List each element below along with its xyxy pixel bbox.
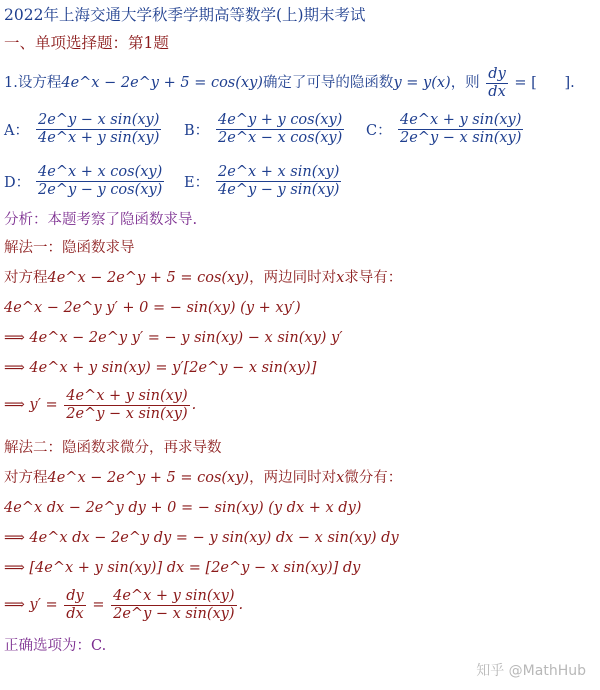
method2-step3: ⟹ [4e^x + y sin(xy)] dx = [2e^y − x sin(xy)] dy bbox=[4, 560, 361, 576]
method1-title: 解法一：隐函数求导 bbox=[4, 240, 135, 256]
method2-intro: 对方程4e^x − 2e^y + 5 = cos(xy)，两边同时对x微分有： bbox=[4, 470, 403, 486]
answer-text: 正确选项为：C. bbox=[4, 638, 107, 654]
question-derivative: $\frac{dy}{dx}$ bbox=[488, 66, 506, 100]
watermark: 知乎 @MathHub bbox=[476, 663, 586, 679]
method2-step2: ⟹ 4e^x dx − 2e^y dy = − y sin(xy) dx − x sin(xy) dy bbox=[4, 530, 399, 546]
method1-step2: ⟹ 4e^x − 2e^y y′ = − y sin(xy) − x sin(xy) y′ bbox=[4, 330, 343, 346]
method1-intro: 对方程4e^x − 2e^y + 5 = cos(xy)，两边同时对x求导有： bbox=[4, 270, 403, 286]
option-d: D： $\frac{\text{4e\textasciicircum{}x + x cos(xy)}}{\text{2e\textasciicircum{}y − y cos(xy)}}$ bbox=[4, 164, 163, 198]
section-heading: 一、单项选择题：第1题 bbox=[4, 34, 169, 52]
question-blank: = [ ]. bbox=[514, 75, 575, 92]
method2-step1: 4e^x dx − 2e^y dy + 0 = − sin(xy) (y dx + x dy) bbox=[4, 500, 362, 516]
question-ask: ，则 bbox=[450, 75, 480, 92]
page-title: 2022年上海交通大学秋季学期高等数学(上)期末考试 bbox=[4, 6, 366, 24]
method1-result: ⟹ y′ = $\frac{\text{4e\textasciicircum{}x + y sin(xy)}}{\text{2e\textasciicircum{}y − x sin(xy)}}$ . bbox=[4, 388, 197, 422]
option-a: A： $\frac{\text{2e\textasciicircum{}y − x sin(xy)}}{\text{4e\textasciicircum{}x + y sin(xy)}}$ bbox=[4, 112, 160, 146]
method2-title: 解法二：隐函数求微分，再求导数 bbox=[4, 440, 222, 456]
option-c: C： $\frac{\text{4e\textasciicircum{}x + y sin(xy)}}{\text{2e\textasciicircum{}y − x sin(xy)}}$ bbox=[366, 112, 522, 146]
question-equation: 4e^x − 2e^y + 5 = cos(xy) bbox=[61, 75, 263, 92]
question-prefix: 1.设方程 bbox=[4, 75, 62, 92]
option-b: B： $\frac{\text{4e\textasciicircum{}y + y cos(xy)}}{\text{2e\textasciicircum{}x − x cos(xy)}}$ bbox=[184, 112, 343, 146]
question-line bbox=[4, 66, 575, 100]
option-e: E： $\frac{\text{2e\textasciicircum{}x + x sin(xy)}}{\text{4e\textasciicircum{}y − y sin(xy)}}$ bbox=[184, 164, 340, 198]
method1-step3: ⟹ 4e^x + y sin(xy) = y′[2e^y − x sin(xy)] bbox=[4, 360, 317, 376]
method1-step1: 4e^x − 2e^y y′ + 0 = − sin(xy) (y + xy′) bbox=[4, 300, 301, 316]
method2-result: ⟹ y′ = $\frac{dy}{dx}$ = $\frac{\text{4e\textasciicircum{}x + y sin(xy)}}{\text{2e\textasciicircum{}y − x sin(xy)}}$ . bbox=[4, 588, 244, 622]
question-function: y = y(x) bbox=[393, 75, 451, 92]
analysis-text: 分析：本题考察了隐函数求导. bbox=[4, 212, 198, 228]
question-middle: 确定了可导的隐函数 bbox=[262, 75, 394, 92]
